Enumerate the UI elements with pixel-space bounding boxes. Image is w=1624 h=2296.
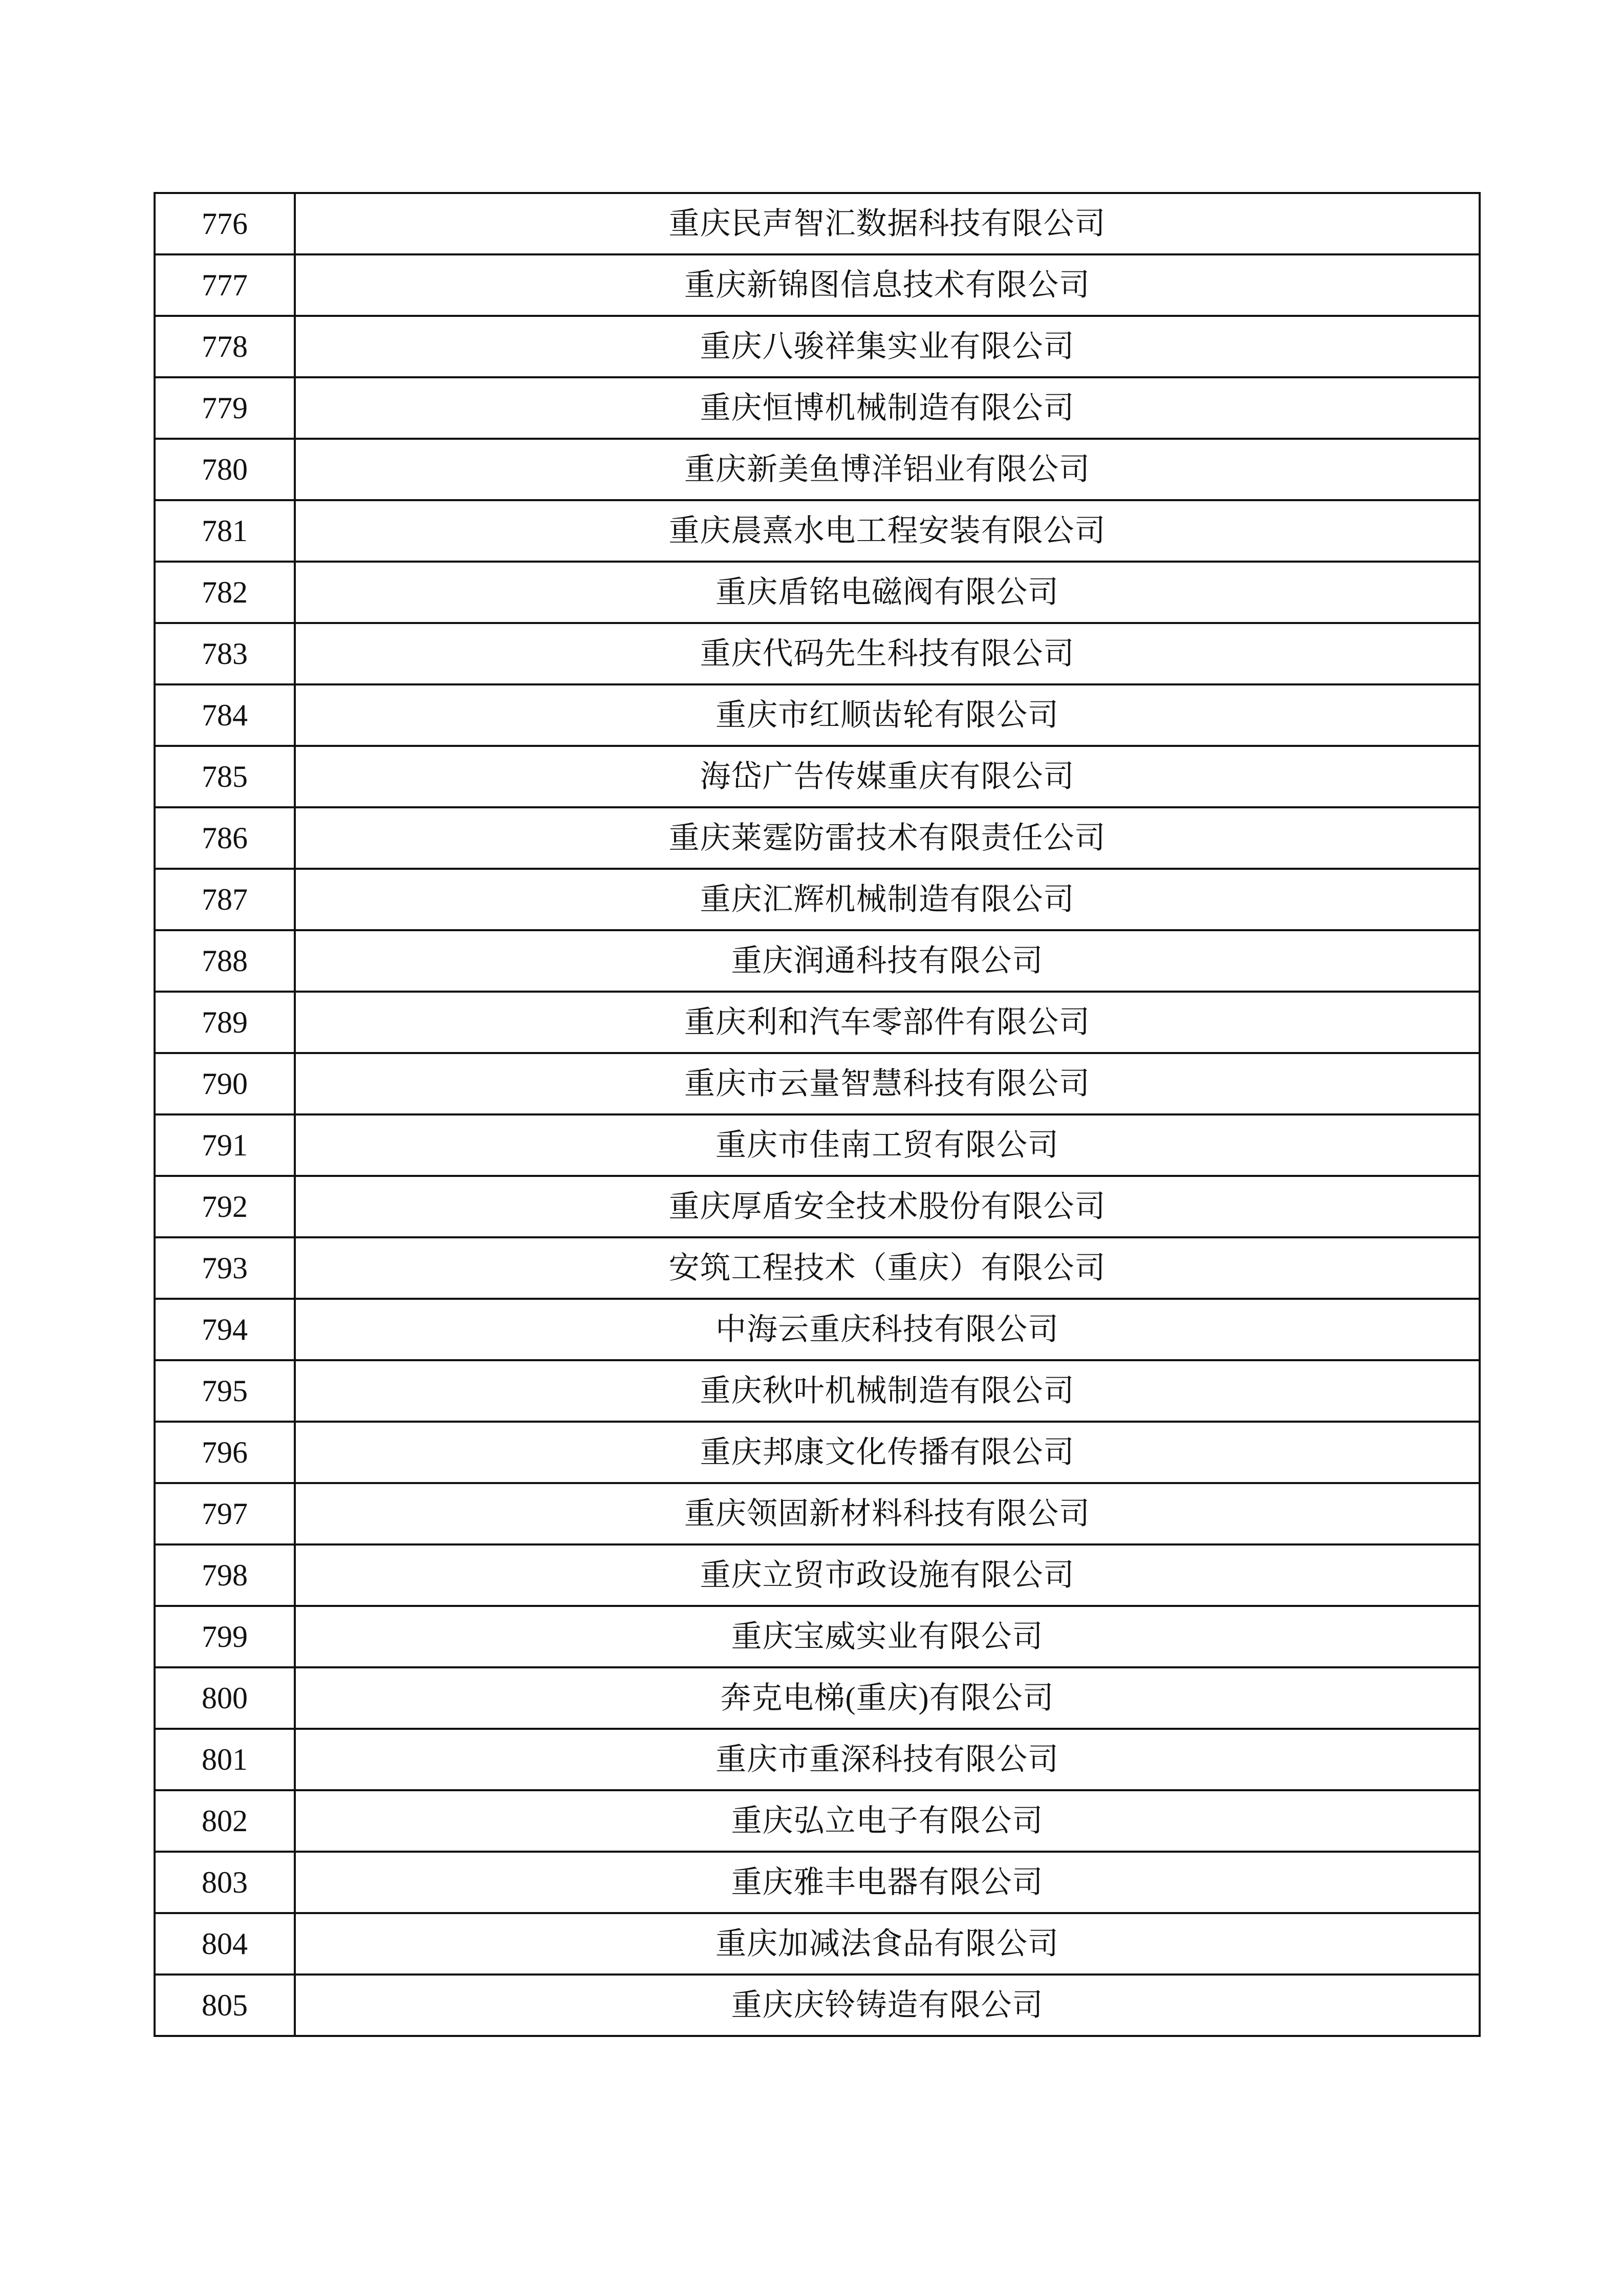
company-name: 重庆宝威实业有限公司 <box>295 1606 1480 1667</box>
company-name: 重庆新美鱼博洋铝业有限公司 <box>295 439 1480 500</box>
company-name: 安筑工程技术（重庆）有限公司 <box>295 1237 1480 1299</box>
table-row <box>155 1237 1480 1299</box>
table-row <box>155 439 1480 500</box>
company-name: 重庆秋叶机械制造有限公司 <box>295 1360 1480 1422</box>
table-row <box>155 500 1480 562</box>
row-number: 797 <box>155 1483 295 1544</box>
table-body <box>155 193 1480 2036</box>
company-name: 重庆莱霆防雷技术有限责任公司 <box>295 807 1480 869</box>
row-number: 788 <box>155 930 295 992</box>
company-name: 重庆弘立电子有限公司 <box>295 1790 1480 1852</box>
row-number: 789 <box>155 992 295 1053</box>
row-number: 786 <box>155 807 295 869</box>
table-row <box>155 1606 1480 1667</box>
table-row <box>155 316 1480 377</box>
company-name: 重庆民声智汇数据科技有限公司 <box>295 193 1480 254</box>
row-number: 785 <box>155 746 295 807</box>
table-row <box>155 1729 1480 1790</box>
row-number: 780 <box>155 439 295 500</box>
table-row <box>155 1360 1480 1422</box>
company-name: 奔克电梯(重庆)有限公司 <box>295 1667 1480 1729</box>
table-row <box>155 1176 1480 1237</box>
row-number: 795 <box>155 1360 295 1422</box>
company-name: 重庆恒博机械制造有限公司 <box>295 377 1480 439</box>
row-number: 798 <box>155 1544 295 1606</box>
row-number: 796 <box>155 1422 295 1483</box>
company-name: 重庆市云量智慧科技有限公司 <box>295 1053 1480 1114</box>
row-number: 793 <box>155 1237 295 1299</box>
company-name: 重庆汇辉机械制造有限公司 <box>295 869 1480 930</box>
table-row <box>155 1422 1480 1483</box>
company-name: 重庆代码先生科技有限公司 <box>295 623 1480 684</box>
company-name: 重庆庆铃铸造有限公司 <box>295 1975 1480 2036</box>
table-row <box>155 254 1480 316</box>
row-number: 805 <box>155 1975 295 2036</box>
company-name: 重庆市红顺齿轮有限公司 <box>295 684 1480 746</box>
row-number: 804 <box>155 1913 295 1975</box>
table-row <box>155 1114 1480 1176</box>
company-name: 重庆盾铭电磁阀有限公司 <box>295 562 1480 623</box>
row-number: 802 <box>155 1790 295 1852</box>
company-name: 重庆八骏祥集实业有限公司 <box>295 316 1480 377</box>
row-number: 799 <box>155 1606 295 1667</box>
row-number: 792 <box>155 1176 295 1237</box>
row-number: 803 <box>155 1852 295 1913</box>
table-row <box>155 623 1480 684</box>
row-number: 787 <box>155 869 295 930</box>
table-row <box>155 930 1480 992</box>
table-row <box>155 1544 1480 1606</box>
company-name: 中海云重庆科技有限公司 <box>295 1299 1480 1360</box>
company-name: 重庆加减法食品有限公司 <box>295 1913 1480 1975</box>
table-row <box>155 377 1480 439</box>
table-row <box>155 1852 1480 1913</box>
company-name: 重庆邦康文化传播有限公司 <box>295 1422 1480 1483</box>
company-name: 重庆立贸市政设施有限公司 <box>295 1544 1480 1606</box>
row-number: 784 <box>155 684 295 746</box>
company-name: 海岱广告传媒重庆有限公司 <box>295 746 1480 807</box>
row-number: 777 <box>155 254 295 316</box>
company-name: 重庆润通科技有限公司 <box>295 930 1480 992</box>
row-number: 800 <box>155 1667 295 1729</box>
company-name: 重庆新锦图信息技术有限公司 <box>295 254 1480 316</box>
row-number: 781 <box>155 500 295 562</box>
table-row <box>155 1053 1480 1114</box>
company-name: 重庆市佳南工贸有限公司 <box>295 1114 1480 1176</box>
table-row <box>155 1913 1480 1975</box>
table-row <box>155 1667 1480 1729</box>
row-number: 782 <box>155 562 295 623</box>
table-row <box>155 1975 1480 2036</box>
table-row <box>155 746 1480 807</box>
table-row <box>155 1790 1480 1852</box>
table-row <box>155 807 1480 869</box>
row-number: 794 <box>155 1299 295 1360</box>
company-name: 重庆厚盾安全技术股份有限公司 <box>295 1176 1480 1237</box>
company-name: 重庆利和汽车零部件有限公司 <box>295 992 1480 1053</box>
table-row <box>155 1483 1480 1544</box>
table-row <box>155 562 1480 623</box>
company-name: 重庆晨熹水电工程安装有限公司 <box>295 500 1480 562</box>
row-number: 790 <box>155 1053 295 1114</box>
company-name: 重庆雅丰电器有限公司 <box>295 1852 1480 1913</box>
company-name: 重庆市重深科技有限公司 <box>295 1729 1480 1790</box>
company-list-table <box>154 192 1481 2037</box>
row-number: 791 <box>155 1114 295 1176</box>
table-row <box>155 193 1480 254</box>
table-row <box>155 869 1480 930</box>
table-row <box>155 1299 1480 1360</box>
table-row <box>155 992 1480 1053</box>
row-number: 779 <box>155 377 295 439</box>
row-number: 776 <box>155 193 295 254</box>
row-number: 778 <box>155 316 295 377</box>
row-number: 801 <box>155 1729 295 1790</box>
table-row <box>155 684 1480 746</box>
row-number: 783 <box>155 623 295 684</box>
company-name: 重庆领固新材料科技有限公司 <box>295 1483 1480 1544</box>
